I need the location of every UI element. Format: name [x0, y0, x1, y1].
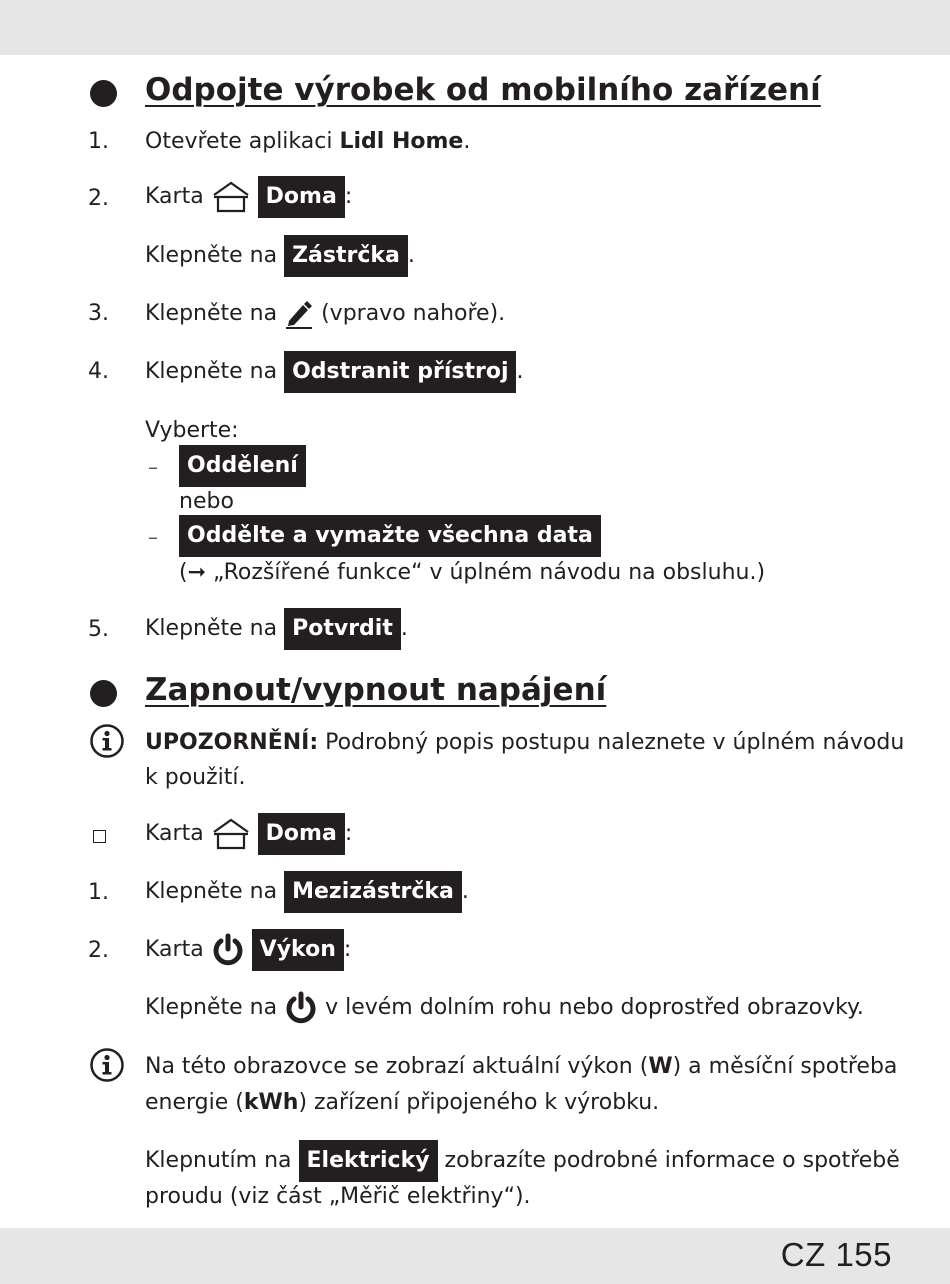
page-number: CZ 155 — [780, 1236, 892, 1273]
step-number: 4. — [88, 359, 109, 384]
home-icon — [211, 180, 251, 214]
step-tab-home: Karta Doma : — [145, 176, 352, 218]
electric-line-2: proudu (viz část „Měřič elektřiny“). — [145, 1184, 531, 1209]
section-heading-disconnect: Odpojte výrobek od mobilního zařízení — [145, 72, 821, 108]
step-tab-power: Karta Výkon : — [145, 929, 351, 971]
label-potvrdit: Potvrdit — [284, 608, 401, 650]
label-oddelte-vymazte: Oddělte a vymažte všechna data — [179, 515, 601, 557]
tap-power-line: Klepněte na v levém dolním rohu nebo doprostřed obrazovky. — [145, 991, 864, 1025]
section-heading-power: Zapnout/vypnout napájení — [145, 672, 607, 708]
tab-home-line: Karta Doma : — [145, 813, 352, 855]
step-number: 5. — [88, 617, 109, 642]
notice-line-1: UPOZORNĚNÍ: Podrobný popis postupu naleznete v úplném návodu — [145, 730, 905, 755]
step-tap-edit: Klepněte na (vpravo nahoře). — [145, 297, 505, 331]
label-zastrcka: Zástrčka — [284, 235, 408, 277]
bullet-icon — [90, 680, 117, 707]
step-number: 3. — [88, 301, 109, 326]
reference-note: (➞ „Rozšířené funkce“ v úplném návodu na obsluhu.) — [179, 560, 766, 585]
notice-line-2: k použití. — [145, 765, 246, 790]
step-number: 2. — [88, 186, 109, 211]
choose-label: Vyberte: — [145, 418, 239, 443]
info-icon — [89, 723, 125, 759]
checkbox-icon — [93, 830, 106, 843]
label-vykon: Výkon — [252, 929, 344, 971]
step-number: 1. — [88, 129, 109, 154]
notice-label: UPOZORNĚNÍ: — [145, 730, 319, 755]
label-odstranit-pristroj: Odstranit přístroj — [284, 351, 516, 393]
unit-kwh: kWh — [243, 1090, 299, 1115]
label-doma: Doma — [258, 813, 345, 855]
or-label: nebo — [179, 489, 234, 514]
unit-watt: W — [648, 1054, 673, 1079]
step-number: 2. — [88, 938, 109, 963]
label-oddeleni: Oddělení — [179, 445, 306, 487]
dash: – — [148, 525, 158, 549]
option-separate-delete — [179, 515, 601, 557]
home-icon — [211, 817, 251, 851]
option-separate — [179, 445, 306, 487]
top-band — [0, 0, 950, 55]
bullet-icon — [90, 80, 117, 107]
app-name: Lidl Home — [339, 129, 464, 154]
label-mezizastrcka: Mezizástrčka — [284, 871, 462, 913]
dash: – — [148, 455, 158, 479]
step-open-app: Otevřete aplikaci Lidl Home. — [145, 129, 471, 154]
step-tap-adapter: Klepněte na Mezizástrčka . — [145, 871, 469, 913]
pencil-icon — [284, 299, 314, 329]
info-icon — [89, 1047, 125, 1083]
label-doma: Doma — [258, 176, 345, 218]
step-tap-plug: Klepněte na Zástrčka . — [145, 235, 415, 277]
step-number: 1. — [88, 880, 109, 905]
step-confirm: Klepněte na Potvrdit . — [145, 608, 408, 650]
step-remove-device: Klepněte na Odstranit přístroj . — [145, 351, 523, 393]
power-icon — [284, 991, 318, 1025]
electric-line-1: Klepnutím na Elektrický zobrazíte podrobné informace o spotřebě — [145, 1140, 900, 1182]
info-line-1: Na této obrazovce se zobrazí aktuální výkon (W) a měsíční spotřeba — [145, 1054, 898, 1079]
info-line-2: energie (kWh) zařízení připojeného k výrobku. — [145, 1090, 660, 1115]
label-elektricky: Elektrický — [299, 1140, 438, 1182]
power-icon — [211, 933, 245, 967]
